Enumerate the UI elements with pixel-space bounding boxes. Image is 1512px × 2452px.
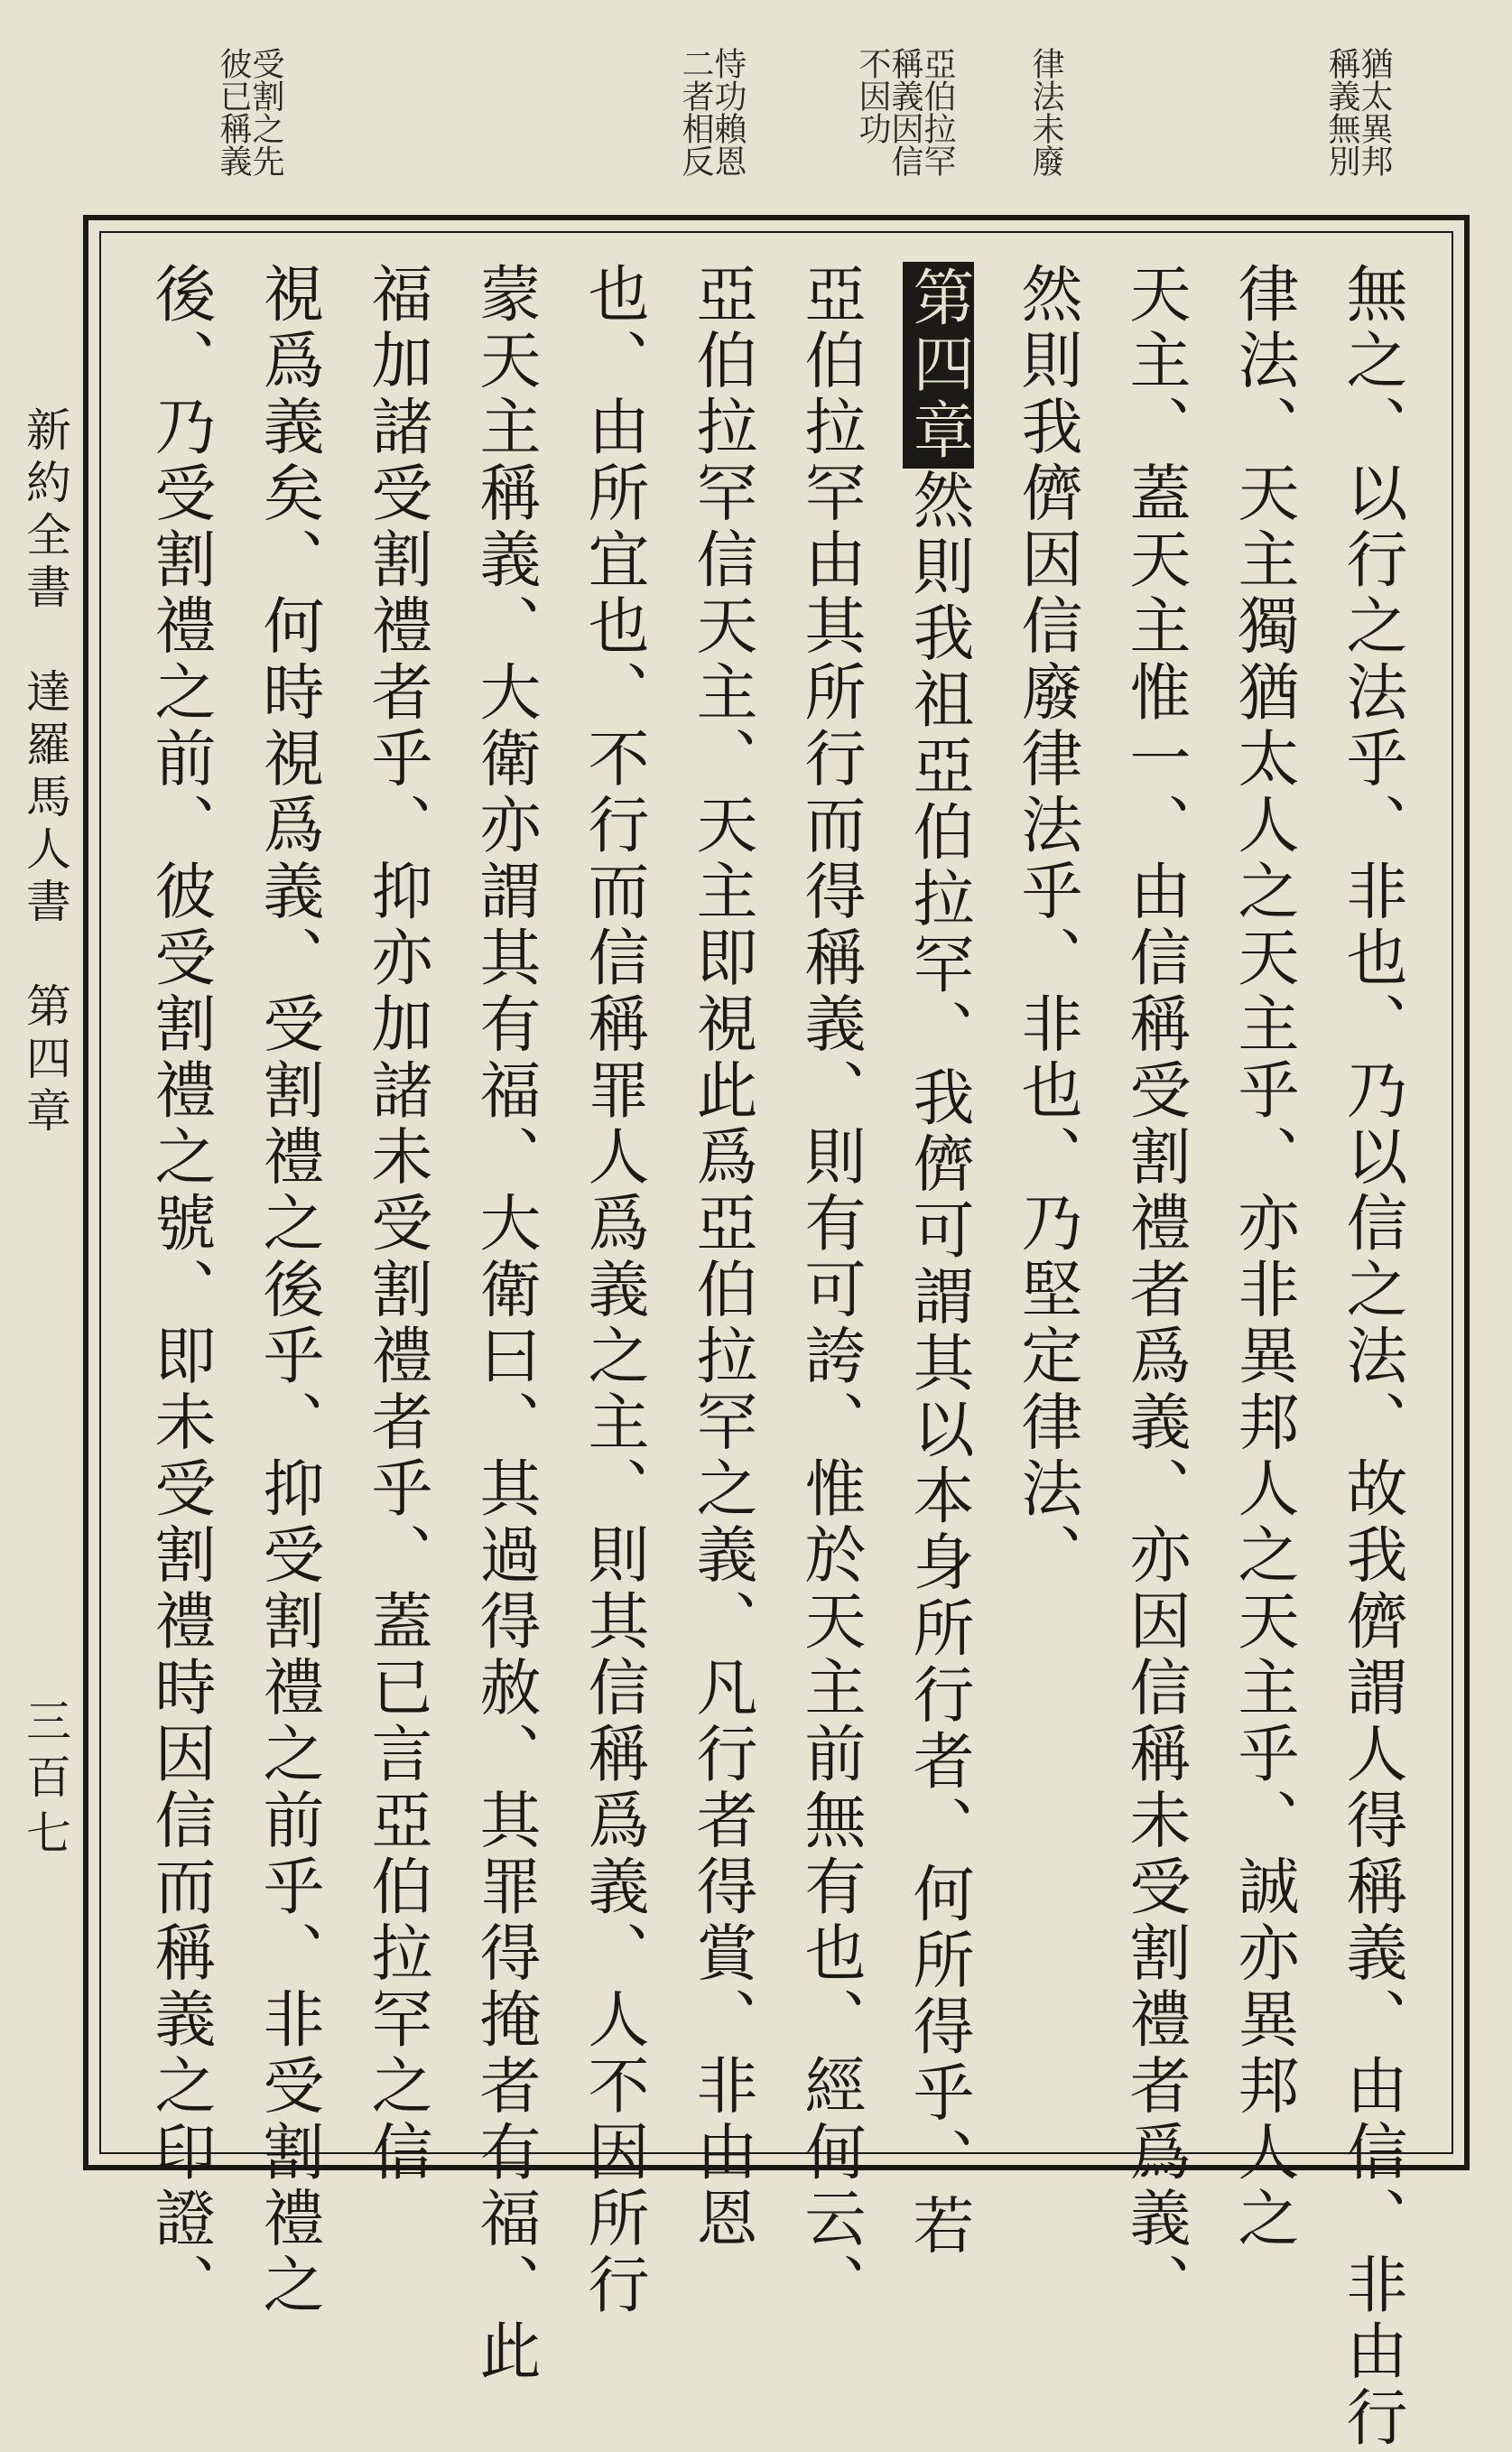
text-column-2: 律法、天主獨猶太人之天主乎、亦非異邦人之天主乎、誠亦異邦人之	[1228, 262, 1299, 2252]
text-column-6: 亞伯拉罕由其所行而得稱義、則有可誇、惟於天主前無有也、經何云、	[794, 262, 866, 2319]
text-column-10: 福加諸受割禮者乎、抑亦加諸未受割禮者乎、蓋已言亞伯拉罕之信	[361, 262, 432, 2187]
text-column-4: 然則我儕因信廢律法乎、非也、乃堅定律法、	[1011, 262, 1082, 1589]
running-header: 新約全書 達羅馬人書 第四章	[19, 406, 71, 1139]
margin-gloss-4: 恃功賴恩 二者相反	[677, 47, 747, 177]
margin-gloss-2: 律法未廢	[1027, 47, 1064, 177]
text-column-9: 蒙天主稱義、大衛亦謂其有福、大衛曰、其過得赦、其罪得掩者有福、此	[469, 262, 541, 2385]
chapter-heading: 第四章	[903, 262, 974, 469]
text-column-11: 視爲義矣、何時視爲義、受割禮之後乎、抑受割禮之前乎、非受割禮之	[253, 262, 324, 2319]
text-column-5-body: 然則我祖亞伯拉罕、我儕可謂其以本身所行者、何所得乎、若	[903, 468, 974, 2260]
margin-gloss-5: 受割之先 彼已稱義	[215, 47, 284, 177]
margin-gloss-1: 猶太異邦 稱義無別	[1323, 47, 1393, 177]
margin-gloss-3: 亞伯拉罕 稱義因信 不因功	[854, 47, 956, 177]
text-column-5	[885, 262, 991, 2260]
page-number: 三百七	[19, 1697, 71, 1865]
text-column-8: 也、由所宜也、不行而信稱罪人爲義之主、則其信稱爲義、人不因所行	[578, 262, 649, 2319]
text-column-1: 無之、以行之法乎、非也、乃以信之法、故我儕謂人得稱義、由信、非由行	[1336, 262, 1407, 2452]
text-column-3: 天主、蓋天主惟一、由信稱受割禮者爲義、亦因信稱未受割禮者爲義、	[1119, 262, 1191, 2319]
text-column-12: 後、乃受割禮之前、彼受割禮之號、即未受割禮時因信而稱義之印證、	[144, 262, 216, 2319]
text-column-7: 亞伯拉罕信天主、天主即視此爲亞伯拉罕之義、凡行者得賞、非由恩	[686, 262, 757, 2252]
